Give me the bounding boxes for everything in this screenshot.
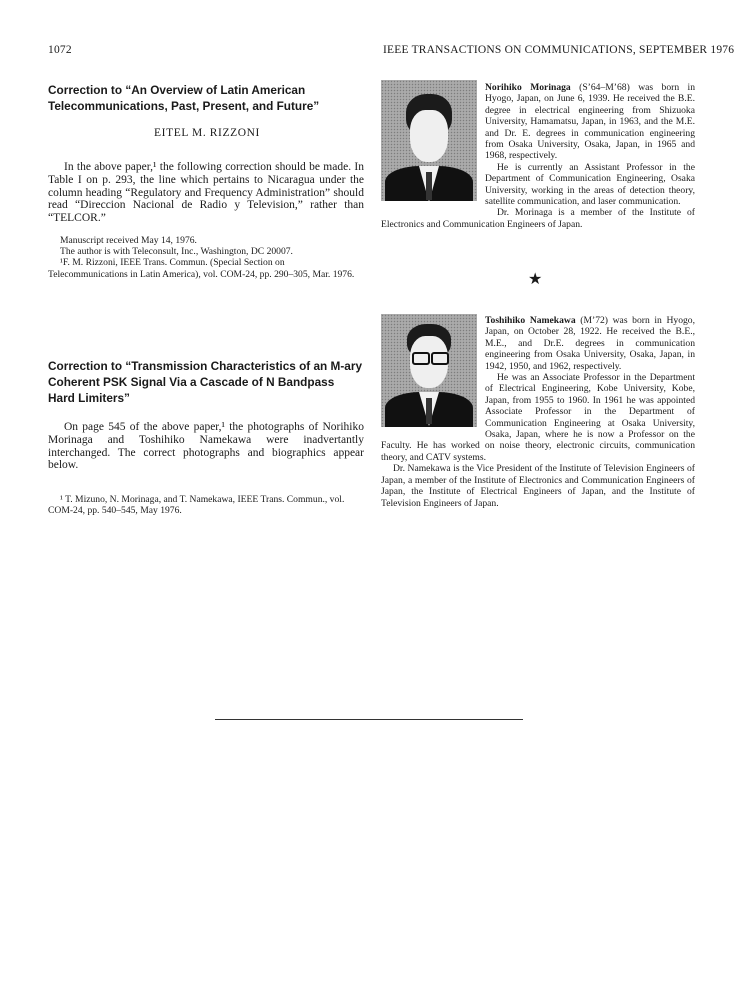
- namekawa-name: Toshihiko Namekawa: [485, 315, 576, 326]
- separator-star-icon: ★: [528, 269, 543, 288]
- namekawa-bio-text: was born in Hyogo, Japan, on October 28, 1922. He received the B.E., M.E., and Dr.E. degrees in communication engineering from Osaka University, Osaka, Japan, in 1942, 1950, and 1962, respectively.: [485, 315, 696, 372]
- namekawa-bio-para3: Dr. Namekawa is the Vice President of the Institute of Television Engineers of Japan, a member of the Institute of Electronics and Communication Engineers of Japan, the Institute of Electrical Engineers of Japan, and the Institute of Television Engineers of Japan.: [381, 463, 695, 509]
- correction1-title: [48, 82, 368, 114]
- correction1-author: EITEL M. RIZZONI: [154, 127, 260, 139]
- correction2-title: [48, 358, 368, 406]
- correction1-title-line1: Correction to “An Overview of Latin American: [48, 83, 306, 97]
- correction1-affiliation-note: The author is with Teleconsult, Inc., Washington, DC 20007.: [60, 246, 293, 258]
- morinaga-membership: (S’64–M’68): [570, 82, 630, 93]
- correction1-body: [48, 161, 364, 225]
- namekawa-bio: [381, 315, 695, 509]
- morinaga-bio-para3: Dr. Morinaga is a member of the Institute of Electronics and Communication Engineers of Japan.: [381, 207, 695, 230]
- correction1-title-line2: Telecommunications, Past, Present, and Future”: [48, 99, 320, 113]
- morinaga-name: Norihiko Morinaga: [485, 82, 571, 93]
- correction2-footnotes: [48, 494, 364, 516]
- correction2-paragraph: On page 545 of the above paper,¹ the photographs of Norihiko Morinaga and Toshihiko Namekawa were inadvertantly interchanged. The correct photographs and biographics appear below.: [48, 421, 364, 472]
- running-title: IEEE TRANSACTIONS ON COMMUNICATIONS, SEPTEMBER 1976: [383, 44, 735, 56]
- correction2-title-line2: Coherent PSK Signal Via a Cascade of N Bandpass: [48, 375, 335, 389]
- namekawa-membership: (M’72): [575, 315, 608, 326]
- correction1-reference-note: ¹F. M. Rizzoni, IEEE Trans. Commun. (Special Section on Telecommunications in Latin America), vol. COM-24, pp. 290–305, Mar. 1976.: [48, 257, 355, 280]
- correction1-footnotes: [48, 235, 364, 280]
- correction2-body: [48, 421, 364, 472]
- correction2-title-line3: Hard Limiters”: [48, 391, 130, 405]
- correction1-received-note: Manuscript received May 14, 1976.: [60, 235, 197, 246]
- bottom-rule: [215, 719, 523, 720]
- morinaga-bio-text: was born in Hyogo, Japan, on June 6, 1939. He received the B.E. degree in electrical engineering from Shizuoka University, Hamamatsu, Japan, in 1963, and the M.E. and Dr. E. degrees in communication engineering from Osaka University, Osaka, Japan, in 1965 and 1968, respectively.: [485, 82, 696, 162]
- page-number: 1072: [48, 44, 72, 56]
- morinaga-bio: [381, 82, 695, 230]
- namekawa-bio-para2: He was an Associate Professor in the Department of Electrical Engineering, Kobe University, Kobe, Japan, from 1955 to 1960. In 1961 he was appointed Associate Professor in the Department of Communication Engineering at Osaka University, Osaka, Japan, where he is now a Professor on the Faculty. He has worked on noise theory, electronic circuits, communication theory, and CATV systems.: [381, 372, 695, 463]
- correction2-reference-note: ¹ T. Mizuno, N. Morinaga, and T. Namekawa, IEEE Trans. Commun., vol. COM-24, pp. 540–545, May 1976.: [48, 494, 345, 517]
- morinaga-bio-para2: He is currently an Assistant Professor in the Department of Communication Engineering, Osaka University, working in the areas of detection theory, satellite communication, and laser communication.: [485, 161, 695, 208]
- correction2-title-line1: Correction to “Transmission Characteristics of an M-ary: [48, 359, 363, 373]
- correction1-paragraph: In the above paper,¹ the following correction should be made. In Table I on p. 293, the line which pertains to Nicaragua under the column heading “Regulatory and Frequency Administration” should read “Direccion Nacional de Radio y Television,” rather than “TELCOR.”: [48, 161, 364, 225]
